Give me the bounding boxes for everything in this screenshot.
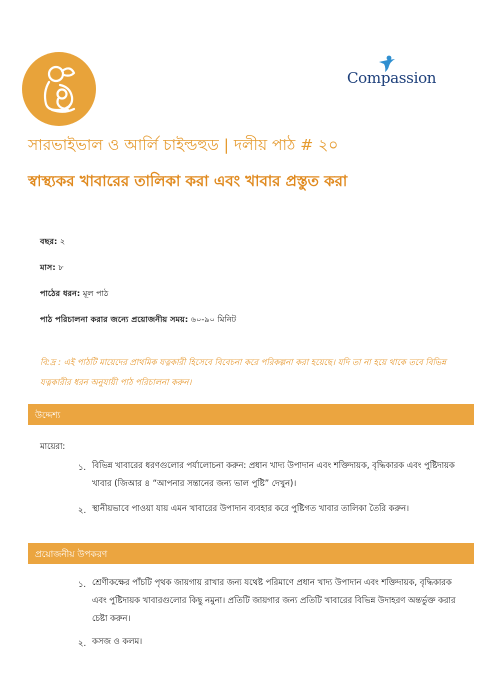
type-label: পাঠের ধরন: bbox=[40, 288, 81, 298]
meta-type bbox=[40, 288, 108, 301]
note-text: বি:দ্র : এই পাঠটি মায়েদের প্রাথমিক যত্নকারী হিসেবে বিবেচনা করে পরিকল্পনা করা হয়েছে। যদি তা না হয়ে থাকে তবে বিভিন্ন যত্নকারীর ধরন অনুযায়ী পাঠ পরিচালনা করুন। bbox=[40, 357, 447, 387]
meta-time bbox=[40, 314, 236, 327]
lesson-title: স্বাস্থ্যকর খাবারের তালিকা করা এবং খাবার প্রস্তুত করা bbox=[28, 172, 348, 190]
year-label: বছর: bbox=[40, 236, 58, 246]
time-value: ৬০-৯০ মিনিট bbox=[190, 314, 237, 324]
objective-number: ২. bbox=[78, 505, 87, 515]
materials-heading: প্রয়োজনীয় উপকরণ bbox=[35, 550, 108, 560]
objectives-header bbox=[28, 404, 474, 425]
meta-year bbox=[40, 236, 65, 249]
brand-name: Compassion bbox=[347, 69, 437, 87]
mother-child-icon bbox=[22, 52, 96, 126]
objectives-intro: মায়েরা: bbox=[40, 441, 66, 451]
material-item: শ্রেণীকক্ষের পাঁচটি পৃথক জায়গায় রাখার জন্য যথেষ্ট পরিমাণে প্রধান খাদ্য উপাদান এবং শক্তিদায়ক, বৃদ্ধিকারক এবং পুষ্টিদায়ক খাবারগুলোর কিছু নমুনা। প্রতিটি জায়গার জন্য প্রতিটি খাবারের বিভিন্ন উদাহরণ অন্তর্ভুক্ত করার চেষ্টা করুন। bbox=[92, 577, 456, 623]
objective-item: স্থানীয়ভাবে পাওয়া যায় এমন খাবারের উপাদান ব্যবহার করে পুষ্টিগত খাবার তালিকা তৈরি করুন। bbox=[92, 503, 409, 513]
program-logo bbox=[22, 52, 96, 126]
materials-header bbox=[28, 543, 474, 564]
material-item: কসজ ও কলম। bbox=[92, 636, 143, 646]
month-value: ৮ bbox=[58, 262, 64, 272]
month-label: মাস: bbox=[40, 262, 56, 272]
time-label: পাঠ পরিচালনা করার জন্যে প্রয়োজনীয় সময়: bbox=[40, 314, 189, 324]
year-value: ২ bbox=[59, 236, 66, 246]
objective-item: বিভিন্ন খাবারের ধরণগুলোর পর্যালোচনা করুন: প্রধান খাদ্য উপাদান এবং শক্তিদায়ক, বৃদ্ধিকারক এবং পুষ্টিদায়ক খাবার (জিআর ৪ “আপনার সন্তানের জন্য ভাল পুষ্টি” দেখুন)। bbox=[92, 460, 455, 488]
meta-month bbox=[40, 262, 64, 275]
objectives-heading: উদ্দেশ্য bbox=[35, 411, 61, 421]
type-value: মূল পাঠ bbox=[82, 288, 109, 298]
compassion-logo bbox=[347, 55, 447, 95]
material-number: ২. bbox=[78, 638, 87, 648]
material-number: ১. bbox=[78, 579, 87, 589]
series-title: সারভাইভাল ও আর্লি চাইল্ডহুড | দলীয় পাঠ # ২০ bbox=[28, 136, 339, 154]
objective-number: ১. bbox=[78, 462, 87, 472]
